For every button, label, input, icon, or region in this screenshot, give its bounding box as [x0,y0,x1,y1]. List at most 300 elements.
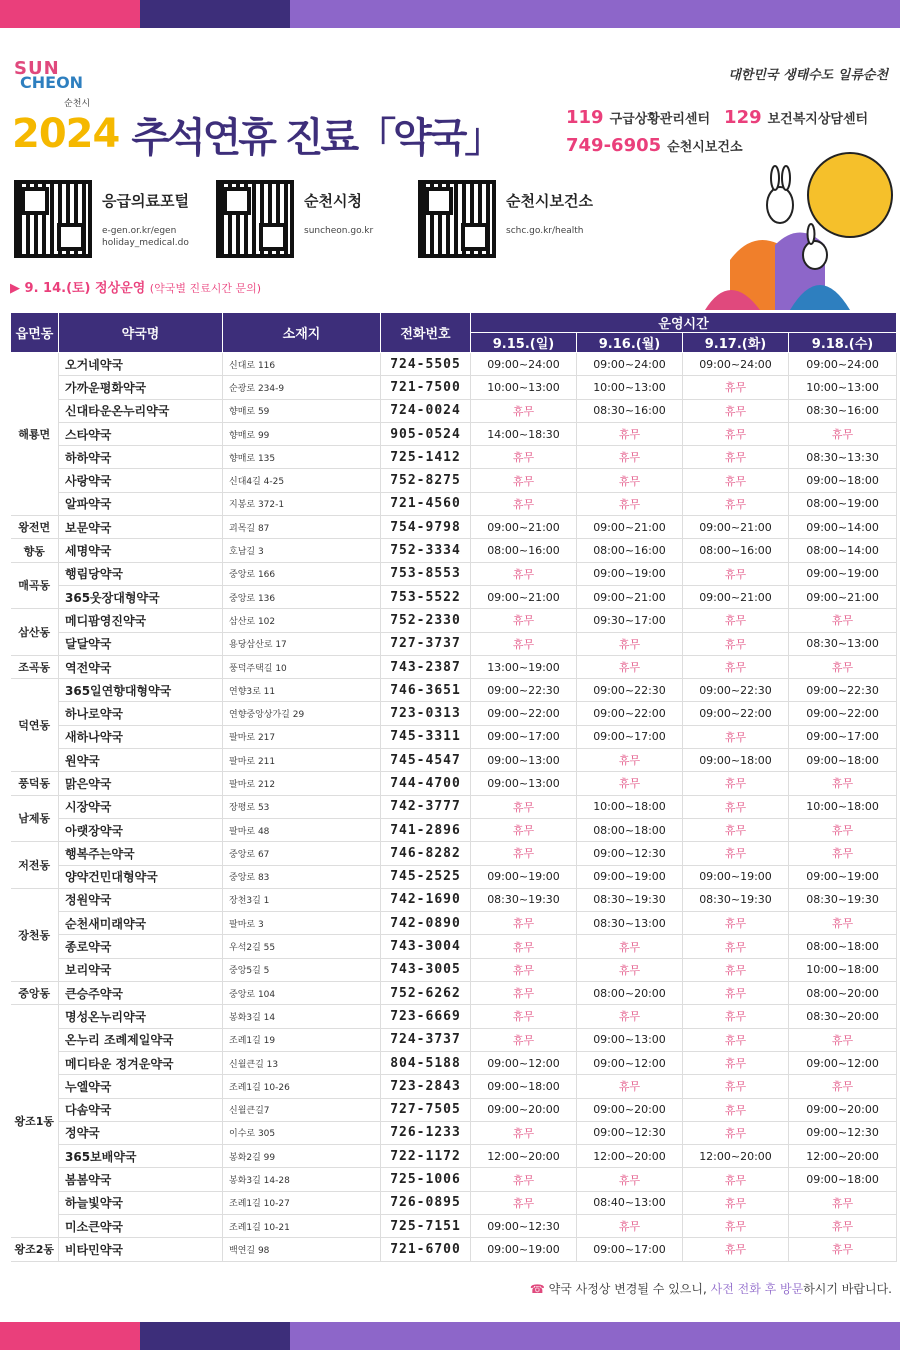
pharmacy-phone[interactable]: 722-1172 [381,1145,471,1168]
table-row [11,1121,897,1144]
pharmacy-phone[interactable]: 726-1233 [381,1121,471,1144]
hours-cell: 휴무 [789,609,897,632]
qr-code-list [14,180,620,258]
hours-cell: 휴무 [683,1075,789,1098]
hours-cell: 09:00~12:30 [577,842,683,865]
pharmacy-phone[interactable]: 753-5522 [381,585,471,608]
pharmacy-name: 달달약국 [59,632,223,655]
bottom-color-bar [0,1322,900,1350]
pharmacy-phone[interactable]: 727-3737 [381,632,471,655]
pharmacy-phone[interactable]: 752-6262 [381,982,471,1005]
hours-cell: 휴무 [683,725,789,748]
hours-cell: 09:00~24:00 [789,353,897,376]
pharmacy-name: 365일연향대형약국 [59,679,223,702]
hours-cell: 휴무 [789,818,897,841]
table-row [11,958,897,981]
hours-cell: 09:00~21:00 [683,585,789,608]
hours-cell: 휴무 [789,1075,897,1098]
table-row [11,725,897,748]
hours-cell: 09:00~20:00 [789,1098,897,1121]
table-row [11,469,897,492]
hours-cell: 휴무 [577,1005,683,1028]
pharmacy-name: 양약건민대형약국 [59,865,223,888]
pharmacy-address: 신대로 116 [223,353,381,376]
table-row [11,1075,897,1098]
hours-cell: 09:00~17:00 [577,1238,683,1261]
hours-cell: 휴무 [577,469,683,492]
pharmacy-address: 우석2길 55 [223,935,381,958]
pharmacy-address: 연향3로 11 [223,679,381,702]
hours-cell: 휴무 [577,422,683,445]
pharmacy-address: 봉화3길 14 [223,1005,381,1028]
pharmacy-phone[interactable]: 725-7151 [381,1214,471,1237]
area-cell: 왕조1동 [11,1005,59,1238]
pharmacy-phone[interactable]: 745-2525 [381,865,471,888]
pharmacy-name: 아랫장약국 [59,818,223,841]
area-cell: 해룡면 [11,353,59,516]
table-row [11,842,897,865]
pharmacy-address: 풍덕주택길 10 [223,655,381,678]
pharmacy-phone[interactable]: 746-8282 [381,842,471,865]
hours-cell: 09:00~24:00 [577,353,683,376]
pharmacy-phone[interactable]: 754-9798 [381,516,471,539]
hours-cell: 12:00~20:00 [789,1145,897,1168]
hours-cell: 휴무 [577,749,683,772]
hours-cell: 휴무 [683,446,789,469]
pharmacy-phone[interactable]: 752-3334 [381,539,471,562]
pharmacy-name: 맑은약국 [59,772,223,795]
pharmacy-phone[interactable]: 723-2843 [381,1075,471,1098]
hours-cell: 휴무 [683,632,789,655]
pharmacy-phone[interactable]: 724-3737 [381,1028,471,1051]
table-row [11,632,897,655]
pharmacy-phone[interactable]: 741-2896 [381,818,471,841]
hours-cell: 휴무 [577,1075,683,1098]
pharmacy-address: 봉화2길 99 [223,1145,381,1168]
rabbit-icon [803,241,827,269]
hours-cell: 09:00~17:00 [577,725,683,748]
hours-cell: 휴무 [577,632,683,655]
pharmacy-name: 미소큰약국 [59,1214,223,1237]
hours-cell: 휴무 [683,935,789,958]
table-row [11,1028,897,1051]
hours-cell: 09:00~24:00 [683,353,789,376]
table-row [11,492,897,515]
table-row [11,376,897,399]
qr-health-center[interactable]: 순천시보건소 schc.go.kr/health [418,180,620,258]
pharmacy-address: 중앙로 104 [223,982,381,1005]
hours-cell: 10:00~18:00 [577,795,683,818]
table-row [11,516,897,539]
hours-cell: 09:00~13:00 [471,772,577,795]
hours-cell: 09:00~18:00 [789,749,897,772]
pharmacy-name: 오거네약국 [59,353,223,376]
table-row [11,818,897,841]
hours-cell: 09:00~14:00 [789,516,897,539]
pharmacy-name: 종로약국 [59,935,223,958]
pharmacy-phone[interactable]: 726-0895 [381,1191,471,1214]
pharmacy-address: 장평로 53 [223,795,381,818]
phone-icon: ☎ [529,1282,545,1296]
pharmacy-phone[interactable]: 721-7500 [381,376,471,399]
pharmacy-name: 하하약국 [59,446,223,469]
pharmacy-name: 새하나약국 [59,725,223,748]
pharmacy-name: 행림당약국 [59,562,223,585]
area-cell: 조곡동 [11,655,59,678]
hours-cell: 08:30~19:30 [789,888,897,911]
pharmacy-phone[interactable]: 753-8553 [381,562,471,585]
hours-cell: 휴무 [577,1214,683,1237]
hours-cell: 휴무 [683,842,789,865]
table-row [11,585,897,608]
hours-cell: 08:00~16:00 [471,539,577,562]
hours-cell: 휴무 [471,446,577,469]
area-cell: 덕연동 [11,679,59,772]
hours-cell: 휴무 [789,912,897,935]
header-day: 9.18.(수) [789,333,897,353]
hours-cell: 09:00~21:00 [577,516,683,539]
contact-129[interactable]: 129 [724,107,762,128]
footer-note: ☎ 약국 사정상 변경될 수 있으니, 사전 전화 후 방문하시기 바랍니다. [529,1282,892,1296]
pharmacy-address: 중앙로 166 [223,562,381,585]
table-row [11,795,897,818]
pharmacy-address: 괴목길 87 [223,516,381,539]
page-title [12,104,501,164]
area-cell: 왕조2동 [11,1238,59,1261]
hours-cell: 휴무 [577,1168,683,1191]
pharmacy-name: 가까운평화약국 [59,376,223,399]
hours-cell: 09:00~22:00 [789,702,897,725]
table-row [11,1051,897,1074]
pharmacy-phone[interactable]: 742-3777 [381,795,471,818]
hours-cell: 휴무 [789,772,897,795]
hours-cell: 휴무 [683,795,789,818]
table-row [11,655,897,678]
pharmacy-address: 중앙로 67 [223,842,381,865]
table-row [11,702,897,725]
hours-cell: 휴무 [471,632,577,655]
table-row [11,935,897,958]
hours-cell: 13:00~19:00 [471,655,577,678]
pharmacy-phone[interactable]: 723-0313 [381,702,471,725]
table-row [11,1238,897,1261]
title-year: 2024 [12,111,120,157]
hours-cell: 09:00~22:30 [577,679,683,702]
pharmacy-address: 신월큰길 13 [223,1051,381,1074]
pharmacy-phone[interactable]: 721-4560 [381,492,471,515]
hours-cell: 휴무 [683,912,789,935]
hours-cell: 휴무 [789,1028,897,1051]
hours-cell: 휴무 [683,1168,789,1191]
hours-cell: 휴무 [471,562,577,585]
pharmacy-name: 행복주는약국 [59,842,223,865]
pharmacy-name: 누엘약국 [59,1075,223,1098]
pharmacy-address: 이수로 305 [223,1121,381,1144]
hours-cell: 09:00~17:00 [789,725,897,748]
hours-cell: 휴무 [577,958,683,981]
pharmacy-name: 정약국 [59,1121,223,1144]
pharmacy-phone[interactable]: 725-1006 [381,1168,471,1191]
hours-cell: 휴무 [683,562,789,585]
hours-cell: 08:40~13:00 [577,1191,683,1214]
table-row [11,749,897,772]
pharmacy-phone[interactable]: 725-1412 [381,446,471,469]
hours-cell: 휴무 [577,492,683,515]
pharmacy-name: 하늘빛약국 [59,1191,223,1214]
hours-cell: 휴무 [789,1214,897,1237]
hours-cell: 휴무 [683,1238,789,1261]
pharmacy-address: 팔마로 48 [223,818,381,841]
hours-cell: 08:00~19:00 [789,492,897,515]
pharmacy-phone[interactable]: 724-0024 [381,399,471,422]
header-day: 9.16.(월) [577,333,683,353]
header-name: 약국명 [59,313,223,353]
pharmacy-phone[interactable]: 743-3004 [381,935,471,958]
pharmacy-address: 향매로 99 [223,422,381,445]
table-row [11,772,897,795]
hours-cell: 휴무 [683,1098,789,1121]
pharmacy-address: 팔마로 212 [223,772,381,795]
pharmacy-name: 365보배약국 [59,1145,223,1168]
pharmacy-address: 용당삼산로 17 [223,632,381,655]
hours-cell: 09:00~13:00 [577,1028,683,1051]
pharmacy-address: 백연길 98 [223,1238,381,1261]
hours-cell: 09:00~19:00 [577,865,683,888]
contact-119[interactable]: 119 [566,107,604,128]
hours-cell: 08:30~19:30 [577,888,683,911]
hours-cell: 09:30~17:00 [577,609,683,632]
hours-cell: 휴무 [471,935,577,958]
hours-cell: 휴무 [789,842,897,865]
table-row [11,1145,897,1168]
hours-cell: 휴무 [683,958,789,981]
qr-code-icon [418,180,496,258]
pharmacy-name: 신대타운온누리약국 [59,399,223,422]
pharmacy-name: 보리약국 [59,958,223,981]
pharmacy-name: 정원약국 [59,888,223,911]
hours-cell: 12:00~20:00 [577,1145,683,1168]
hours-cell: 08:00~18:00 [577,818,683,841]
table-row [11,865,897,888]
table-row [11,353,897,376]
hours-cell: 휴무 [683,469,789,492]
table-row [11,1168,897,1191]
area-cell: 왕전면 [11,516,59,539]
pharmacy-name: 비타민약국 [59,1238,223,1261]
pharmacy-phone[interactable]: 742-1690 [381,888,471,911]
hours-cell: 09:00~18:00 [789,1168,897,1191]
pharmacy-address: 봉화3길 14-28 [223,1168,381,1191]
pharmacy-phone[interactable]: 724-5505 [381,353,471,376]
pharmacy-address: 중앙로 136 [223,585,381,608]
hours-cell: 09:00~12:00 [471,1051,577,1074]
table-row [11,422,897,445]
hours-cell: 09:00~21:00 [471,516,577,539]
hours-cell: 휴무 [471,609,577,632]
pharmacy-name: 다솜약국 [59,1098,223,1121]
area-cell: 매곡동 [11,562,59,609]
table-row [11,562,897,585]
hours-cell: 휴무 [683,655,789,678]
area-cell: 풍덕동 [11,772,59,795]
pharmacy-name: 사랑약국 [59,469,223,492]
pharmacy-phone[interactable]: 804-5188 [381,1051,471,1074]
pharmacy-address: 연향중앙상가길 29 [223,702,381,725]
hours-cell: 휴무 [683,492,789,515]
header-phone: 전화번호 [381,313,471,353]
pharmacy-address: 삼산로 102 [223,609,381,632]
hours-cell: 09:00~13:00 [471,749,577,772]
hours-cell: 09:00~12:30 [577,1121,683,1144]
pharmacy-name: 세명약국 [59,539,223,562]
hours-cell: 휴무 [471,1005,577,1028]
area-cell: 저전동 [11,842,59,889]
qr-code-icon [14,180,92,258]
hours-cell: 09:00~18:00 [471,1075,577,1098]
hours-cell: 휴무 [789,1191,897,1214]
pharmacy-phone[interactable]: 723-6669 [381,1005,471,1028]
hours-cell: 휴무 [471,958,577,981]
hours-cell: 09:00~22:30 [683,679,789,702]
hours-cell: 휴무 [683,1191,789,1214]
hours-cell: 휴무 [471,1028,577,1051]
hours-cell: 09:00~19:00 [577,562,683,585]
header-hours: 운영시간 [471,313,897,333]
pharmacy-name: 알파약국 [59,492,223,515]
hours-cell: 휴무 [683,376,789,399]
pharmacy-phone[interactable]: 743-3005 [381,958,471,981]
hours-cell: 휴무 [577,446,683,469]
pharmacy-phone[interactable]: 744-4700 [381,772,471,795]
hours-cell: 휴무 [683,1005,789,1028]
pharmacy-address: 조례1길 19 [223,1028,381,1051]
pharmacy-phone[interactable]: 905-0524 [381,422,471,445]
pharmacy-address: 조례1길 10-26 [223,1075,381,1098]
pharmacy-name: 봄봄약국 [59,1168,223,1191]
pharmacy-address: 순광로 234-9 [223,376,381,399]
city-slogan: 대한민국 생태수도 일류순천 [728,68,888,83]
pharmacy-phone[interactable]: 745-3311 [381,725,471,748]
pharmacy-address: 중앙5길 5 [223,958,381,981]
pharmacy-address: 향매로 59 [223,399,381,422]
hours-cell: 09:00~19:00 [471,1238,577,1261]
hours-cell: 09:00~19:00 [471,865,577,888]
area-cell: 중앙동 [11,982,59,1005]
hours-cell: 09:00~19:00 [789,865,897,888]
hours-cell: 08:30~19:30 [471,888,577,911]
pharmacy-name: 큰승주약국 [59,982,223,1005]
pharmacy-phone[interactable]: 742-0890 [381,912,471,935]
pharmacy-name: 메디타운 정겨운약국 [59,1051,223,1074]
hours-cell: 휴무 [683,609,789,632]
hours-cell: 09:00~24:00 [471,353,577,376]
pharmacy-name: 보문약국 [59,516,223,539]
hours-cell: 휴무 [471,818,577,841]
pharmacy-phone[interactable]: 727-7505 [381,1098,471,1121]
table-row [11,1098,897,1121]
hours-cell: 휴무 [789,1238,897,1261]
title-text: 추석연휴 진료「약국」 [131,114,502,161]
qr-city-hall[interactable]: 순천시청 suncheon.go.kr [216,180,418,258]
table-row [11,1191,897,1214]
hours-cell: 14:00~18:30 [471,422,577,445]
pharmacy-phone[interactable]: 752-2330 [381,609,471,632]
hours-cell: 휴무 [471,982,577,1005]
table-row [11,679,897,702]
notice-regular-operation: ▶ 9. 14.(토) 정상운영 (약국별 진료시간 문의) [10,281,262,296]
hours-cell: 휴무 [683,818,789,841]
area-cell: 남제동 [11,795,59,842]
hours-cell: 09:00~18:00 [789,469,897,492]
hours-cell: 09:00~22:30 [471,679,577,702]
hours-cell: 09:00~19:00 [789,562,897,585]
header-day: 9.17.(화) [683,333,789,353]
hours-cell: 08:30~20:00 [789,1005,897,1028]
hours-cell: 휴무 [471,469,577,492]
moon-icon [808,153,892,237]
pharmacy-name: 스타약국 [59,422,223,445]
pharmacy-address: 조례1길 10-21 [223,1214,381,1237]
hours-cell: 08:30~16:00 [789,399,897,422]
pharmacy-name: 역전약국 [59,655,223,678]
pharmacy-name: 온누리 조례제일약국 [59,1028,223,1051]
hours-cell: 휴무 [471,492,577,515]
header-address: 소재지 [223,313,381,353]
pharmacy-phone[interactable]: 743-2387 [381,655,471,678]
hours-cell: 12:00~20:00 [683,1145,789,1168]
contact-numbers: 119 구급상황관리센터 129 보건복지상담센터 749-6905 순천시보건소 [566,107,869,156]
table-row [11,982,897,1005]
hours-cell: 휴무 [577,655,683,678]
hours-cell: 10:00~18:00 [789,958,897,981]
contact-health-center[interactable]: 749-6905 [566,135,662,156]
hours-cell: 09:00~12:30 [471,1214,577,1237]
pharmacy-name: 순천새미래약국 [59,912,223,935]
pharmacy-address: 중앙로 83 [223,865,381,888]
hours-cell: 09:00~21:00 [789,585,897,608]
pharmacy-name: 명성온누리약국 [59,1005,223,1028]
hours-cell: 09:00~12:30 [789,1121,897,1144]
hours-cell: 09:00~20:00 [577,1098,683,1121]
area-cell: 삼산동 [11,609,59,656]
pharmacy-phone[interactable]: 752-8275 [381,469,471,492]
area-cell: 향동 [11,539,59,562]
pharmacy-address: 팔마로 217 [223,725,381,748]
header-day: 9.15.(일) [471,333,577,353]
pharmacy-address: 팔마로 211 [223,749,381,772]
hours-cell: 휴무 [683,399,789,422]
pharmacy-phone[interactable]: 746-3651 [381,679,471,702]
hours-cell: 휴무 [683,1051,789,1074]
pharmacy-address: 호남길 3 [223,539,381,562]
hours-cell: 09:00~22:00 [577,702,683,725]
hours-cell: 휴무 [683,422,789,445]
pharmacy-phone[interactable]: 745-4547 [381,749,471,772]
table-row [11,446,897,469]
pharmacy-address: 신대4길 4-25 [223,469,381,492]
table-row [11,609,897,632]
qr-code-icon [216,180,294,258]
hours-cell: 휴무 [471,842,577,865]
hours-cell: 휴무 [683,982,789,1005]
qr-egen[interactable]: 응급의료포털 e-gen.or.kr/egen holiday_medical.do [14,180,216,258]
hours-cell: 휴무 [471,912,577,935]
rabbit-moon-illustration [700,150,900,310]
pharmacy-phone[interactable]: 721-6700 [381,1238,471,1261]
pharmacy-table [10,312,897,1262]
hours-cell: 휴무 [683,1028,789,1051]
pharmacy-address: 신월큰길7 [223,1098,381,1121]
